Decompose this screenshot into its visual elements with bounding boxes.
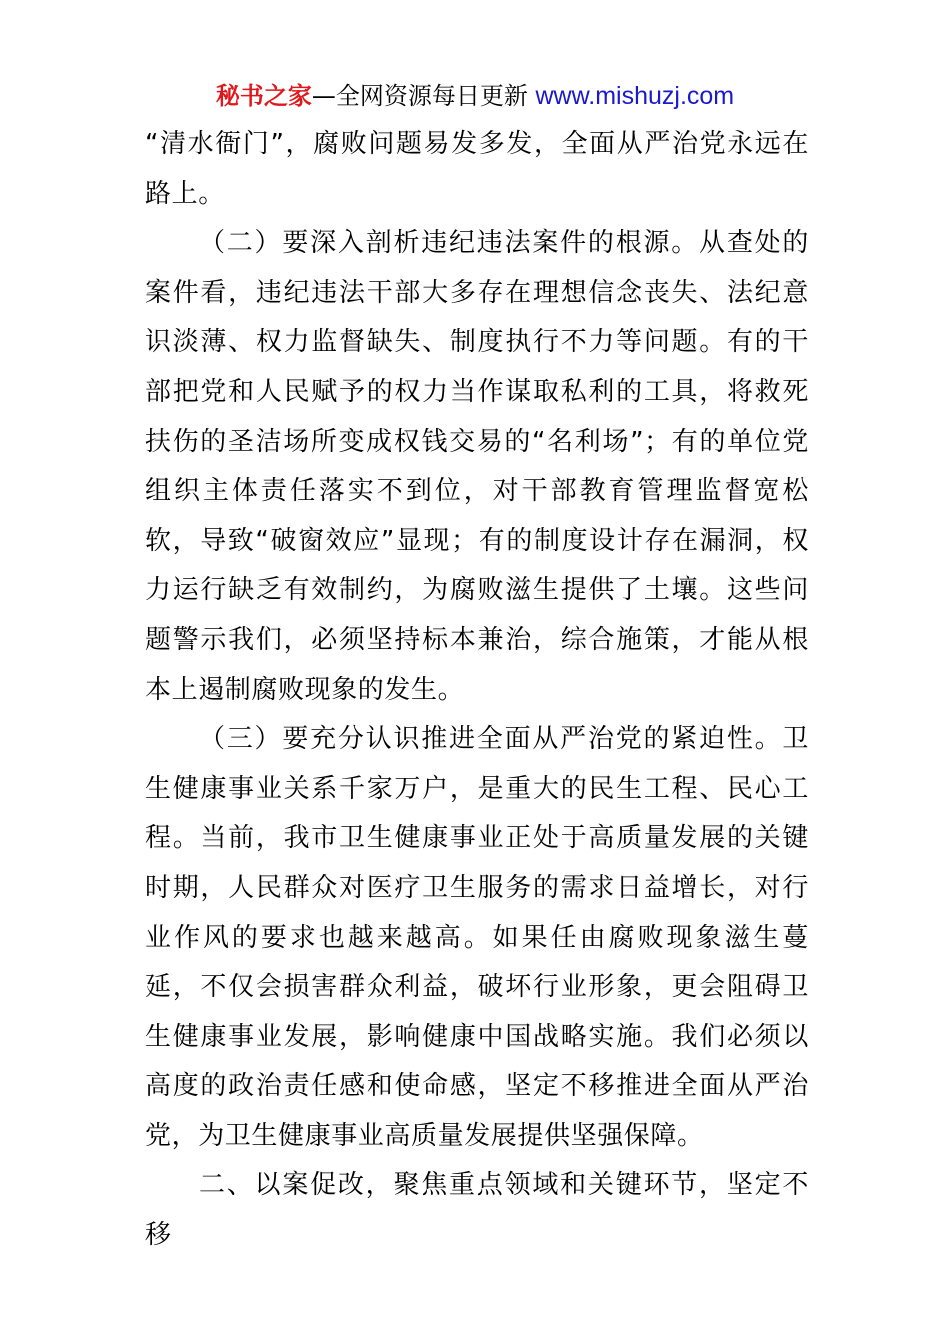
document-body	[145, 120, 809, 1261]
site-url[interactable]: www.mishuzj.com	[535, 82, 735, 110]
brand-name: 秘书之家	[215, 82, 312, 110]
header-dash: —	[311, 82, 336, 110]
section-heading-2: 二、以案促改，聚焦重点领域和关键环节，坚定不移	[145, 1170, 809, 1251]
page-header	[0, 80, 950, 112]
paragraph-section-2: （二）要深入剖析违纪违法案件的根源。从查处的案件看，违纪违法干部大多存在理想信念丧失、法纪意识淡薄、权力监督缺失、制度执行不力等问题。有的干部把党和人民赋予的权力当作谋取私利的工具，将救死扶伤的圣洁场所变成权钱交易的“名利场”；有的单位党组织主体责任落实不到位，对干部教育管理监督宽松软，导致“破窗效应”显现；有的制度设计存在漏洞，权力运行缺乏有效制约，为腐败滋生提供了土壤。这些问题警示我们，必须坚持标本兼治，综合施策，才能从根本上遏制腐败现象的发生。	[145, 228, 809, 705]
paragraph-section-3: （三）要充分认识推进全面从严治党的紧迫性。卫生健康事业关系千家万户，是重大的民生工程、民心工程。当前，我市卫生健康事业正处于高质量发展的关键时期，人民群众对医疗卫生服务的需求日益增长，对行业作风的要求也越来越高。如果任由腐败现象滋生蔓延，不仅会损害群众利益，破坏行业形象，更会阻碍卫生健康事业发展，影响健康中国战略实施。我们必须以高度的政治责任感和使命感，坚定不移推进全面从严治党，为卫生健康事业高质量发展提供坚强保障。	[145, 724, 809, 1151]
paragraph-continued: “清水衙门”，腐败问题易发多发，全面从严治党永远在路上。	[145, 129, 809, 209]
header-tagline: 全网资源每日更新	[335, 82, 536, 110]
